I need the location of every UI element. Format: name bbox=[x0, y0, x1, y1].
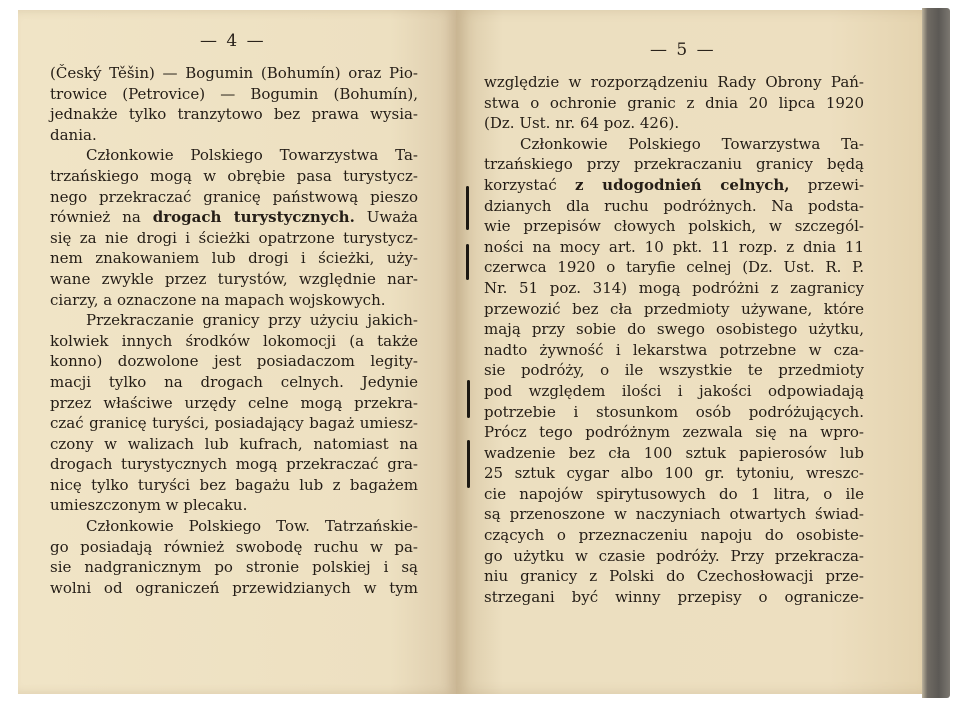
left-text-line: nem znakowaniem lub drogi i ścieżki, uży- bbox=[50, 249, 418, 268]
right-text-line bbox=[484, 175, 864, 196]
right-text-line: dzianych dla ruchu podróżnych. Na podsta- bbox=[484, 196, 864, 215]
right-text-line: potrzebie i stosunkom osób podróżujących. bbox=[484, 402, 864, 421]
left-text-line: wolni od ograniczeń przewidzianych w tym bbox=[50, 578, 418, 597]
right-text-line: wie przepisów cłowych polskich, w szczegól- bbox=[484, 217, 864, 236]
left-text-line: umieszczonym w plecaku. bbox=[50, 496, 248, 515]
binding-stitch bbox=[466, 244, 469, 280]
left-text-line: nego przekraczać granicę państwową pieszo bbox=[50, 187, 418, 206]
text-run: również na bbox=[50, 208, 153, 227]
right-text-line: Nr. 51 poz. 314) mogą podróżni z zagranicy bbox=[484, 278, 864, 297]
left-text-line: sie nadgranicznym po stronie polskiej i są bbox=[50, 558, 418, 577]
right-text-line: niu granicy z Polski do Czechosłowacji prze- bbox=[484, 567, 864, 586]
right-text-line: go użytku w czasie podróży. Przy przekracza- bbox=[484, 546, 864, 565]
left-text-line: trowice (Petrovice) — Bogumin (Bohumín), bbox=[50, 84, 418, 103]
left-text-line: trzańskiego mogą w obrębie pasa turystycz- bbox=[50, 166, 418, 185]
right-text-line: pod względem ilości i jakości odpowiadają bbox=[484, 381, 864, 400]
right-text-line: czerwca 1920 o taryfie celnej (Dz. Ust. R. P. bbox=[484, 258, 864, 277]
left-text-line: drogach turystycznych mogą przekraczać gra- bbox=[50, 455, 418, 474]
text-run: Uważa bbox=[354, 208, 418, 227]
right-text-line: Prócz tego podróżnym zezwala się na wpro- bbox=[484, 423, 864, 442]
left-text-line: go posiadają również swobodę ruchu w pa- bbox=[50, 537, 418, 556]
right-text-line: mają przy sobie do swego osobistego użytku, bbox=[484, 320, 864, 339]
left-text-line: Członkowie Polskiego Tow. Tatrzańskie- bbox=[86, 517, 418, 536]
left-text-line: nicę tylko turyści bez bagażu lub z bagażem bbox=[50, 475, 418, 494]
left-text-line: czony w walizach lub kufrach, natomiast na bbox=[50, 434, 418, 453]
left-text-line: się za nie drogi i ścieżki opatrzone turystycz- bbox=[50, 228, 418, 247]
binding-stitch bbox=[466, 186, 469, 230]
right-text-line: (Dz. Ust. nr. 64 poz. 426). bbox=[484, 114, 680, 133]
binding-stitch bbox=[467, 380, 470, 418]
page-number-right: — 5 — bbox=[650, 40, 716, 60]
right-text-line: strzegani być winny przepisy o ogranicze- bbox=[484, 587, 864, 606]
left-text-line: Przekraczanie granicy przy użyciu jakich- bbox=[86, 311, 418, 330]
right-text-line: względzie w rozporządzeniu Rady Obrony Pań- bbox=[484, 73, 864, 91]
right-text-line: nadto żywność i lekarstwa potrzebne w cza- bbox=[484, 340, 864, 359]
left-text-line: ciarzy, a oznaczone na mapach wojskowych. bbox=[50, 290, 386, 309]
right-page-text bbox=[484, 72, 864, 607]
cover-edge bbox=[922, 8, 950, 698]
binding-stitch bbox=[467, 440, 470, 488]
right-text-line: ności na mocy art. 10 pkt. 11 rozp. z dnia 11 bbox=[484, 237, 864, 256]
right-text-line: przewozić bez cła przedmioty używane, które bbox=[484, 299, 864, 318]
left-text-line: kolwiek innych środków lokomocji (a także bbox=[50, 331, 418, 350]
right-text-line: są przenoszone w naczyniach otwartych świad- bbox=[484, 505, 864, 524]
left-text-line: czać granicę turyści, posiadający bagaż umiesz- bbox=[50, 414, 418, 433]
right-text-line: trzańskiego przy przekraczaniu granicy będą bbox=[484, 155, 864, 174]
left-text-line: przez właściwe urzędy celne mogą przekra- bbox=[50, 393, 418, 412]
right-text-line: 25 sztuk cygar albo 100 gr. tytoniu, wreszc- bbox=[484, 464, 864, 483]
left-text-line: (Český Těšin) — Bogumin (Bohumín) oraz Pio- bbox=[50, 64, 418, 82]
left-text-line: dania. bbox=[50, 125, 97, 144]
text-run: korzystać bbox=[484, 175, 575, 194]
left-page-text bbox=[50, 63, 418, 598]
right-text-line: stwa o ochronie granic z dnia 20 lipca 1920 bbox=[484, 93, 864, 112]
text-run: przewi- bbox=[789, 175, 865, 194]
left-text-line: jednakże tylko tranzytowo bez prawa wysia- bbox=[50, 105, 418, 124]
left-text-line: wane zwykle przez turystów, względnie nar- bbox=[50, 269, 418, 288]
bold-text-run: z udogodnień celnych, bbox=[574, 175, 790, 194]
bold-text-run: drogach turystycznych. bbox=[152, 208, 355, 227]
right-text-line: Członkowie Polskiego Towarzystwa Ta- bbox=[520, 134, 864, 153]
right-text-line: cie napojów spirytusowych do 1 litra, o ile bbox=[484, 484, 864, 503]
left-text-line: Członkowie Polskiego Towarzystwa Ta- bbox=[86, 146, 418, 165]
left-text-line bbox=[50, 207, 418, 228]
left-text-line: konno) dozwolone jest posiadaczom legity- bbox=[50, 352, 418, 371]
right-text-line: sie podróży, o ile wszystkie te przedmioty bbox=[484, 361, 864, 380]
right-text-line: czących o przeznaczeniu napoju do osobiste- bbox=[484, 526, 864, 545]
left-text-line: macji tylko na drogach celnych. Jedynie bbox=[50, 372, 418, 391]
right-text-line: wadzenie bez cła 100 sztuk papierosów lub bbox=[484, 443, 864, 462]
page-number-left: — 4 — bbox=[200, 31, 266, 51]
